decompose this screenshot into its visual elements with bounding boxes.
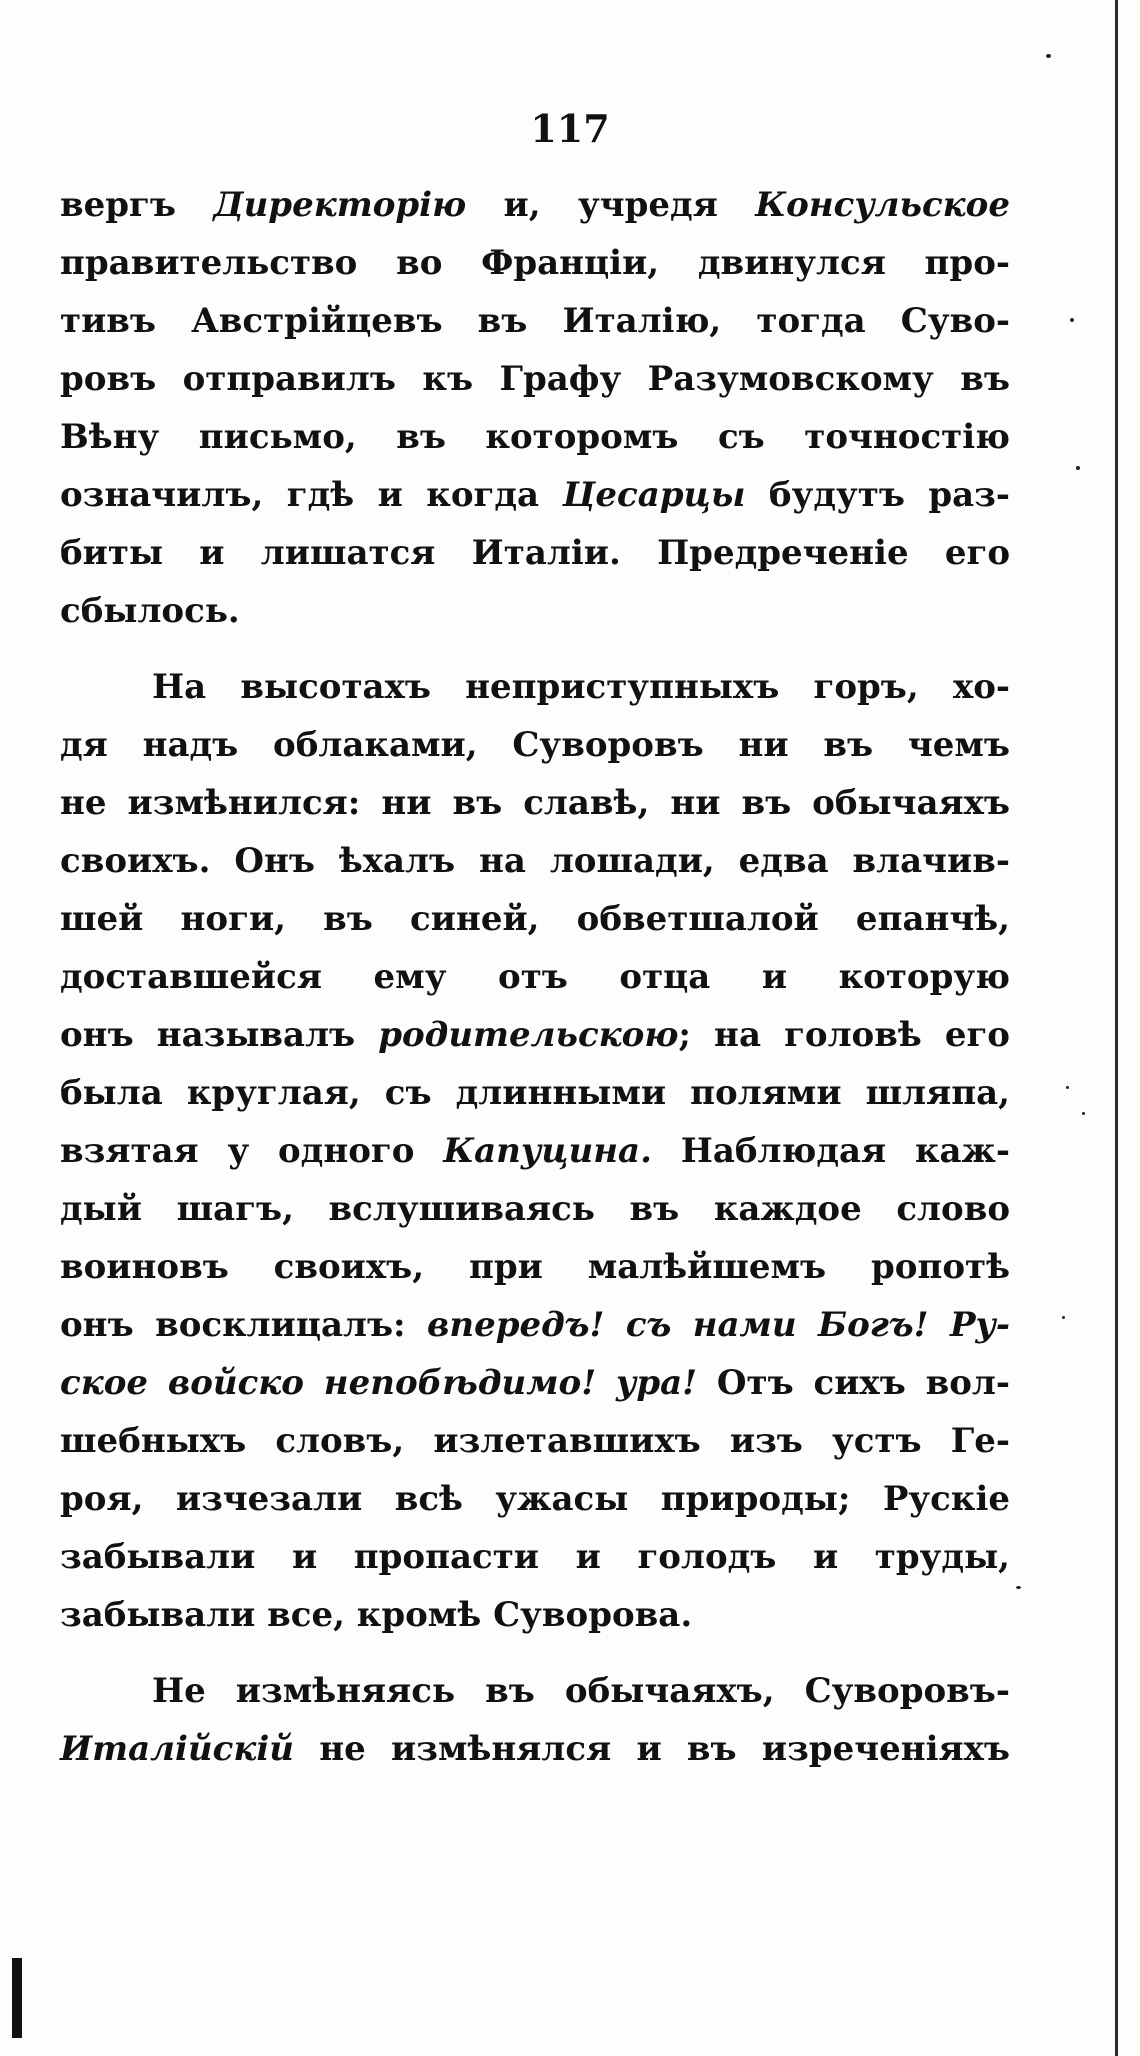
- text-line: [60, 1586, 1010, 1644]
- text-segment: На высотахъ неприступныхъ горъ, хо-: [152, 667, 1010, 707]
- text-segment: не измѣнялся и въ изреченіяхъ: [294, 1729, 1010, 1769]
- text-segment: воиновъ своихъ, при малѣйшемъ ропотѣ: [60, 1247, 1010, 1287]
- text-segment: была круглая, съ длинными полями шляпа,: [60, 1073, 1010, 1113]
- speck: [1082, 1112, 1085, 1115]
- text-segment: биты и лишатся Италіи. Предреченіе его: [60, 533, 1010, 573]
- speck: [1016, 1586, 1021, 1589]
- speck: [1062, 1316, 1065, 1319]
- text-segment: доставшейся ему отъ отца и которую: [60, 957, 1010, 997]
- text-line: [60, 350, 1010, 408]
- text-line: [60, 524, 1010, 582]
- text-line: [60, 466, 1010, 524]
- text-line: [60, 234, 1010, 292]
- italic-segment: Капуцина.: [443, 1131, 652, 1171]
- text-line: [60, 176, 1010, 234]
- text-segment: Наблюдая каж-: [651, 1131, 1010, 1171]
- text-segment: сбылось.: [60, 591, 240, 631]
- text-segment: роя, изчезали всѣ ужасы природы; Рускіе: [60, 1479, 1010, 1519]
- paragraph: [60, 176, 1010, 640]
- text-line: [60, 1006, 1010, 1064]
- paragraph: [60, 658, 1010, 1644]
- text-line: [60, 1296, 1010, 1354]
- text-line: [60, 890, 1010, 948]
- text-line: [60, 1180, 1010, 1238]
- text-line: [60, 1064, 1010, 1122]
- text-line: [60, 716, 1010, 774]
- paragraph-gap: [60, 640, 1010, 658]
- text-segment: забывали все, кромѣ Суворова.: [60, 1595, 693, 1635]
- italic-segment: ское войско непобѣдимо! ура!: [60, 1363, 698, 1403]
- text-segment: Отъ сихъ вол-: [697, 1363, 1010, 1403]
- paragraph-gap: [60, 1644, 1010, 1662]
- text-segment: не измѣнился: ни въ славѣ, ни въ обычаяхъ: [60, 783, 1010, 823]
- binding-mark: [12, 1958, 22, 2038]
- italic-segment: впередъ! съ нами Богъ! Ру-: [427, 1305, 1010, 1345]
- text-segment: тивъ Австрійцевъ въ Италію, тогда Суво-: [60, 301, 1010, 341]
- text-segment: забывали и пропасти и голодъ и труды,: [60, 1537, 1010, 1577]
- text-segment: и, учредя: [466, 185, 756, 225]
- text-segment: вергъ: [60, 185, 214, 225]
- text-segment: Вѣну письмо, въ которомъ съ точностію: [60, 417, 1010, 457]
- text-line: [60, 1528, 1010, 1586]
- text-line: [60, 1470, 1010, 1528]
- text-segment: дя надъ облаками, Суворовъ ни въ чемъ: [60, 725, 1010, 765]
- italic-segment: Цесарцы: [562, 475, 746, 515]
- paragraph: [60, 1662, 1010, 1778]
- text-line: [60, 832, 1010, 890]
- text-segment: правительство во Франціи, двинулся про-: [60, 243, 1010, 283]
- speck: [1076, 466, 1080, 470]
- italic-segment: родительскою: [378, 1015, 679, 1055]
- text-segment: онъ называлъ: [60, 1015, 379, 1055]
- text-line: [60, 774, 1010, 832]
- italic-segment: Консульское: [755, 185, 1010, 225]
- speck: [1070, 318, 1074, 322]
- text-segment: Не измѣняясь въ обычаяхъ, Суворовъ-: [152, 1671, 1010, 1711]
- book-page-text: [60, 176, 1010, 1778]
- text-segment: шей ноги, въ синей, обветшалой епанчѣ,: [60, 899, 1010, 939]
- page-number: 117: [530, 106, 610, 151]
- page-edge: [1115, 0, 1118, 2056]
- text-line: [60, 582, 1010, 640]
- text-line: [60, 292, 1010, 350]
- italic-segment: Директорію: [213, 185, 467, 225]
- text-line: [60, 408, 1010, 466]
- speck: [1066, 1086, 1069, 1089]
- text-line: [60, 948, 1010, 1006]
- text-segment: означилъ, гдѣ и когда: [60, 475, 563, 515]
- text-line: [60, 1662, 1010, 1720]
- italic-segment: Италійскій: [60, 1729, 294, 1769]
- text-segment: будутъ раз-: [745, 475, 1010, 515]
- text-segment: дый шагъ, вслушиваясь въ каждое слово: [60, 1189, 1010, 1229]
- text-line: [60, 1720, 1010, 1778]
- text-line: [60, 1412, 1010, 1470]
- text-segment: своихъ. Онъ ѣхалъ на лошади, едва влачив-: [60, 841, 1010, 881]
- text-line: [60, 1354, 1010, 1412]
- text-segment: ; на головѣ его: [678, 1015, 1010, 1055]
- text-segment: шебныхъ словъ, излетавшихъ изъ устъ Ге-: [60, 1421, 1010, 1461]
- text-segment: взятая у одного: [60, 1131, 444, 1171]
- text-segment: ровъ отправилъ къ Графу Разумовскому въ: [60, 359, 1010, 399]
- text-line: [60, 1238, 1010, 1296]
- speck: [1046, 54, 1051, 58]
- text-segment: онъ восклицалъ:: [60, 1305, 428, 1345]
- text-line: [60, 1122, 1010, 1180]
- text-line: [60, 658, 1010, 716]
